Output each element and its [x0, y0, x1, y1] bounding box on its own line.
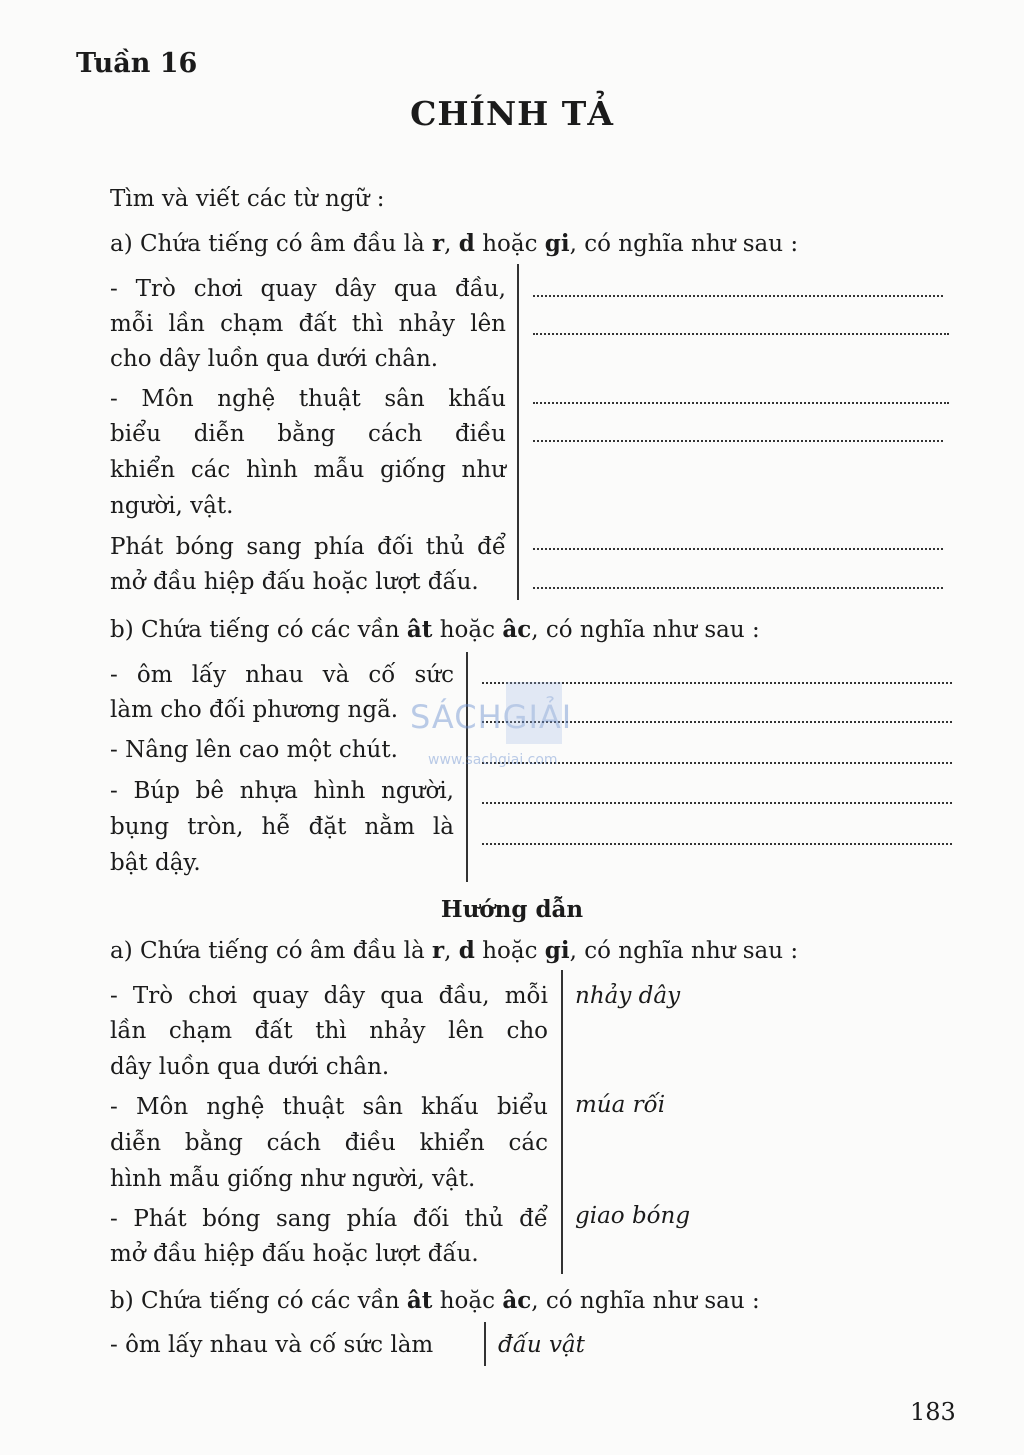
exercise-b-item-2-line: - Nâng lên cao một chút.: [110, 737, 398, 763]
answer-blank: [482, 802, 952, 804]
exercise-a-item-3-line: Phát bóng sang phía đối thủ để: [110, 534, 506, 560]
guide-a-item-1-line: lần chạm đất thì nhảy lên cho: [110, 1018, 548, 1044]
exercise-b-item-3-line: bật dậy.: [110, 850, 201, 876]
column-divider: [561, 970, 563, 1274]
guide-heading: Hướng dẫn: [440, 896, 584, 923]
guide-a-item-1-line: dây luồn qua dưới chân.: [110, 1054, 390, 1080]
guide-answer: giao bóng: [575, 1203, 691, 1229]
answer-blank: [533, 548, 943, 550]
answer-blank: [482, 843, 952, 845]
answer-blank: [533, 295, 943, 297]
week-label: Tuần 16: [76, 48, 198, 79]
answer-blank: [533, 587, 943, 589]
exercise-part-b-instruction: b) Chứa tiếng có các vần ât hoặc âc, có nghĩa như sau :: [110, 616, 760, 643]
exercise-a-item-1-line: cho dây luồn qua dưới chân.: [110, 346, 439, 372]
watermark-url: www.sachgiai.com: [428, 752, 558, 768]
column-divider: [517, 264, 519, 600]
page-title: CHÍNH TẢ: [410, 94, 614, 133]
exercise-a-item-2-line: người, vật.: [110, 493, 234, 519]
guide-b-item-1-line: - ôm lấy nhau và cố sức làm: [110, 1332, 434, 1358]
guide-answer: nhảy dây: [575, 983, 681, 1009]
guide-a-item-3-line: mở đầu hiệp đấu hoặc lượt đấu.: [110, 1241, 479, 1267]
exercise-b-item-1-line: làm cho đối phương ngã.: [110, 697, 399, 723]
watermark-text: SÁCHGIẢI: [410, 698, 573, 736]
exercise-a-item-2-line: biểu diễn bằng cách điều: [110, 421, 506, 447]
guide-answer: đấu vật: [498, 1332, 585, 1358]
guide-part-a-instruction: a) Chứa tiếng có âm đầu là r, d hoặc gi, có nghĩa như sau :: [110, 937, 799, 964]
exercise-part-a-instruction: a) Chứa tiếng có âm đầu là r, d hoặc gi, có nghĩa như sau :: [110, 230, 799, 257]
exercise-intro: Tìm và viết các từ ngữ :: [110, 186, 385, 212]
answer-blank: [533, 402, 949, 404]
exercise-a-item-2-line: khiển các hình mẫu giống như: [110, 457, 506, 483]
guide-answer: múa rối: [575, 1092, 666, 1118]
guide-a-item-2-line: diễn bằng cách điều khiển các: [110, 1130, 548, 1156]
guide-part-b-instruction: b) Chứa tiếng có các vần ât hoặc âc, có nghĩa như sau :: [110, 1287, 760, 1314]
guide-a-item-2-line: hình mẫu giống như người, vật.: [110, 1166, 476, 1192]
exercise-b-item-3-line: - Búp bê nhựa hình người,: [110, 778, 454, 804]
answer-blank: [533, 333, 949, 335]
watermark: [410, 678, 620, 768]
guide-a-item-1-line: - Trò chơi quay dây qua đầu, mỗi: [110, 983, 548, 1009]
exercise-b-item-3-line: bụng tròn, hễ đặt nằm là: [110, 814, 454, 840]
exercise-a-item-2-line: - Môn nghệ thuật sân khấu: [110, 386, 506, 412]
guide-a-item-3-line: - Phát bóng sang phía đối thủ để: [110, 1206, 548, 1232]
guide-a-item-2-line: - Môn nghệ thuật sân khấu biểu: [110, 1094, 548, 1120]
exercise-a-item-1-line: - Trò chơi quay dây qua đầu,: [110, 276, 506, 302]
exercise-b-item-1-line: - ôm lấy nhau và cố sức: [110, 662, 454, 688]
column-divider: [484, 1322, 486, 1366]
page-number: 183: [910, 1398, 956, 1426]
answer-blank: [533, 440, 943, 442]
exercise-a-item-1-line: mỗi lần chạm đất thì nhảy lên: [110, 311, 506, 337]
exercise-a-item-3-line: mở đầu hiệp đấu hoặc lượt đấu.: [110, 569, 479, 595]
